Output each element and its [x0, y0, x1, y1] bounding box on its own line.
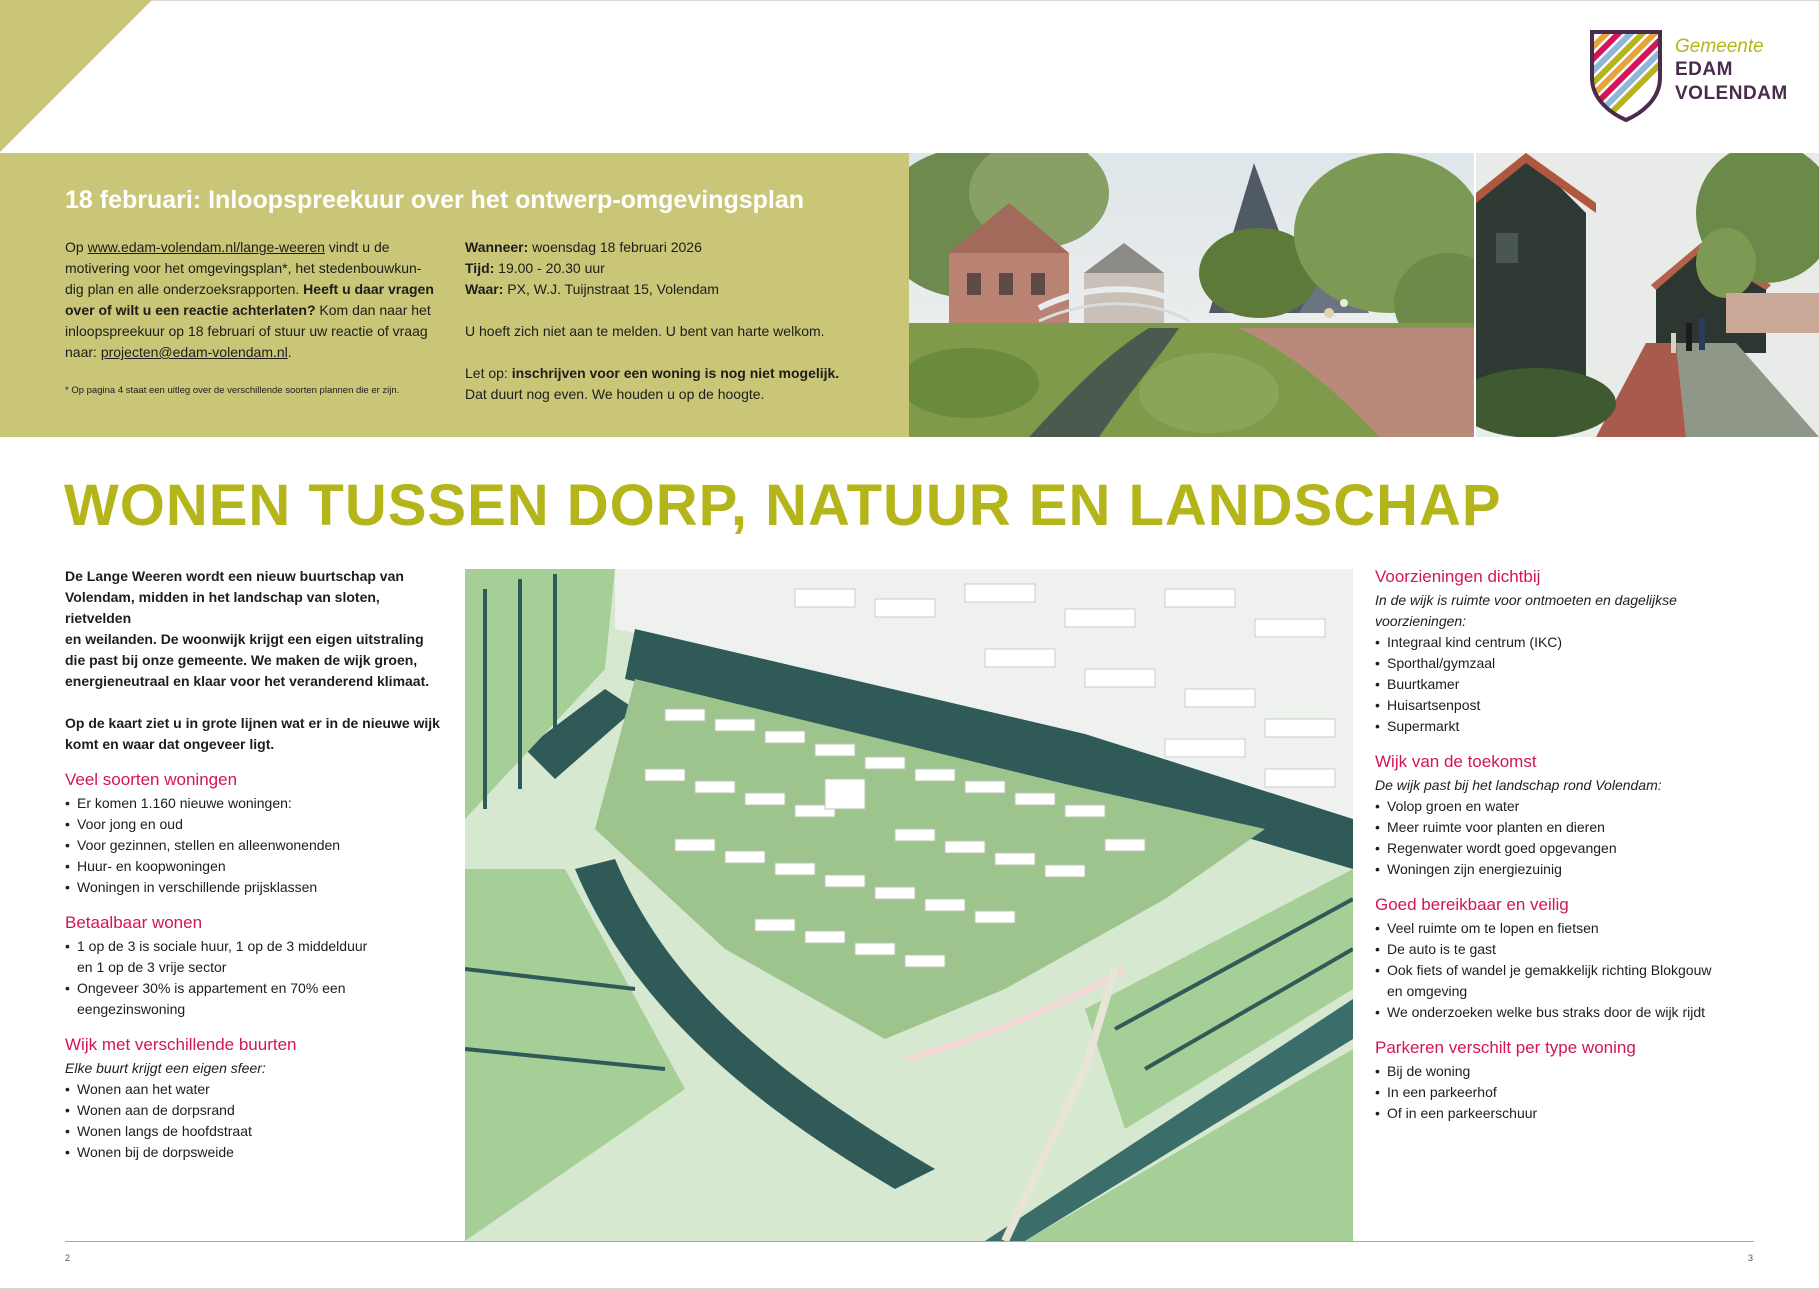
list-item: • Wonen aan het water	[65, 1079, 445, 1100]
event-details	[465, 237, 885, 405]
municipality-logo	[1590, 30, 1790, 125]
event-title: 18 februari: Inloopspreekuur over het ontwerp-omgevingsplan	[65, 186, 805, 214]
intro-paragraph-2: Op de kaart ziet u in grote lijnen wat er in de nieuwe wijk komt en waar dat ongeveer ligt.	[65, 715, 440, 752]
aerial-plan-map	[465, 569, 1353, 1241]
aerial-map-illustration	[465, 569, 1353, 1241]
intro-line-4: over of wilt u een reactie achterlaten? Kom dan naar het	[65, 302, 431, 318]
list-item: • In een parkeerhof	[1375, 1082, 1795, 1103]
intro-line-6: naar: projecten@edam-volendam.nl.	[65, 344, 292, 360]
list-parkeren	[1375, 1061, 1795, 1124]
email-link[interactable]: projecten@edam-volendam.nl	[100, 344, 288, 360]
list-item: • Of in een parkeerschuur	[1375, 1103, 1795, 1124]
intro-line-3: dig plan en alle onderzoeksrapporten. Heeft u daar vragen	[65, 281, 434, 297]
intro-paragraph-1: De Lange Weeren wordt een nieuw buurtschap van Volendam, midden in het landschap van sloten, rietvelden en weilanden. De woonwijk krijgt een eigen uitstraling die past bij onze gemeente. We maken de wijk groen, energieneutraal en klaar voor het veranderend klimaat.	[65, 568, 430, 689]
list-item: • Voor gezinnen, stellen en alleenwonenden	[65, 835, 445, 856]
list-item: • Buurtkamer	[1375, 674, 1795, 695]
list-item: • Volop groen en water	[1375, 796, 1795, 817]
right-column	[1375, 566, 1795, 1124]
list-item: • Wonen langs de hoofdstraat	[65, 1121, 445, 1142]
footer-rule	[65, 1241, 1754, 1242]
list-item: • Wonen bij de dorpsweide	[65, 1142, 445, 1163]
event-when: Wanneer: woensdag 18 februari 2026	[465, 239, 702, 255]
list-item: • Woningen zijn energiezuinig	[1375, 859, 1795, 880]
page-number-right: 3	[1748, 1253, 1754, 1263]
list-item: • De auto is te gast	[1375, 939, 1795, 960]
section-title-bereikbaar: Goed bereikbaar en veilig	[1375, 895, 1569, 914]
intro-line-1: Op www.edam-volendam.nl/lange-weeren vindt u de	[65, 239, 390, 255]
event-note: Let op: inschrijven voor een woning is nog niet mogelijk.	[465, 365, 840, 381]
list-item: • Ook fiets of wandel je gemakkelijk richting Blokgouw en omgeving	[1375, 960, 1795, 1002]
photo-canal-bridge	[909, 153, 1474, 437]
photo-street-houses	[1476, 153, 1819, 437]
intro-line-2: motivering voor het omgevingsplan*, het stedenbouwkun-	[65, 260, 422, 276]
list-item: • Voor jong en oud	[65, 814, 445, 835]
list-item: • Sporthal/gymzaal	[1375, 653, 1795, 674]
event-band	[0, 153, 909, 437]
page-top-border	[0, 0, 1819, 1]
logo-shield-icon	[1590, 30, 1662, 122]
section-subtitle-voorzieningen: In de wijk is ruimte voor ontmoeten en dagelijkse voorzieningen:	[1375, 592, 1677, 629]
logo-edam: EDAM	[1675, 59, 1733, 80]
list-item: • Huisartsenpost	[1375, 695, 1795, 716]
list-buurten	[65, 1079, 445, 1163]
list-item: • Ongeveer 30% is appartement en 70% een eengezinswoning	[65, 978, 445, 1020]
list-item: • Woningen in verschillende prijsklassen	[65, 877, 445, 898]
list-item: • We onderzoeken welke bus straks door de wijk rijdt	[1375, 1002, 1795, 1023]
list-item: • Huur- en koopwoningen	[65, 856, 445, 877]
event-note-2: Dat duurt nog even. We houden u op de hoogte.	[465, 386, 765, 402]
list-item: • Regenwater wordt goed opgevangen	[1375, 838, 1795, 859]
section-title-parkeren: Parkeren verschilt per type woning	[1375, 1038, 1636, 1057]
list-item: • Veel ruimte om te lopen en fietsen	[1375, 918, 1795, 939]
logo-gemeente: Gemeente	[1675, 36, 1764, 57]
list-item: • Supermarkt	[1375, 716, 1795, 737]
main-title: WONEN TUSSEN DORP, NATUUR EN LANDSCHAP	[64, 473, 1502, 538]
event-time: Tijd: 19.00 - 20.30 uur	[465, 260, 605, 276]
section-title-woningen: Veel soorten woningen	[65, 770, 238, 789]
list-bereikbaar	[1375, 918, 1795, 1023]
list-voorzieningen	[1375, 632, 1795, 737]
intro-line-5: inloopspreekuur op 18 februari of stuur uw reactie of vraag	[65, 323, 428, 339]
list-item: • Bij de woning	[1375, 1061, 1795, 1082]
list-item: • 1 op de 3 is sociale huur, 1 op de 3 middelduur en 1 op de 3 vrije sector	[65, 936, 445, 978]
corner-triangle	[0, 0, 152, 152]
list-item: • Meer ruimte voor planten en dieren	[1375, 817, 1795, 838]
list-woningen	[65, 793, 445, 898]
section-title-toekomst: Wijk van de toekomst	[1375, 752, 1537, 771]
website-link[interactable]: www.edam-volendam.nl/lange-weeren	[87, 239, 325, 255]
event-where: Waar: PX, W.J. Tuijnstraat 15, Volendam	[465, 281, 719, 297]
section-title-betaalbaar: Betaalbaar wonen	[65, 913, 203, 932]
section-title-voorzieningen: Voorzieningen dichtbij	[1375, 567, 1541, 586]
list-toekomst	[1375, 796, 1795, 880]
event-intro	[65, 237, 440, 363]
list-betaalbaar	[65, 936, 445, 1020]
logo-volendam: VOLENDAM	[1675, 83, 1788, 104]
section-title-buurten: Wijk met verschillende buurten	[65, 1035, 297, 1054]
section-subtitle-buurten: Elke buurt krijgt een eigen sfeer:	[65, 1060, 266, 1076]
list-item: • Er komen 1.160 nieuwe woningen:	[65, 793, 445, 814]
event-register: U hoeft zich niet aan te melden. U bent van harte welkom.	[465, 323, 825, 339]
list-item: • Wonen aan de dorpsrand	[65, 1100, 445, 1121]
list-item: • Integraal kind centrum (IKC)	[1375, 632, 1795, 653]
section-subtitle-toekomst: De wijk past bij het landschap rond Volendam:	[1375, 777, 1662, 793]
left-column	[65, 566, 445, 1163]
footnote: * Op pagina 4 staat een uitleg over de verschillende soorten plannen die er zijn.	[65, 385, 400, 396]
page-number-left: 2	[65, 1253, 71, 1263]
